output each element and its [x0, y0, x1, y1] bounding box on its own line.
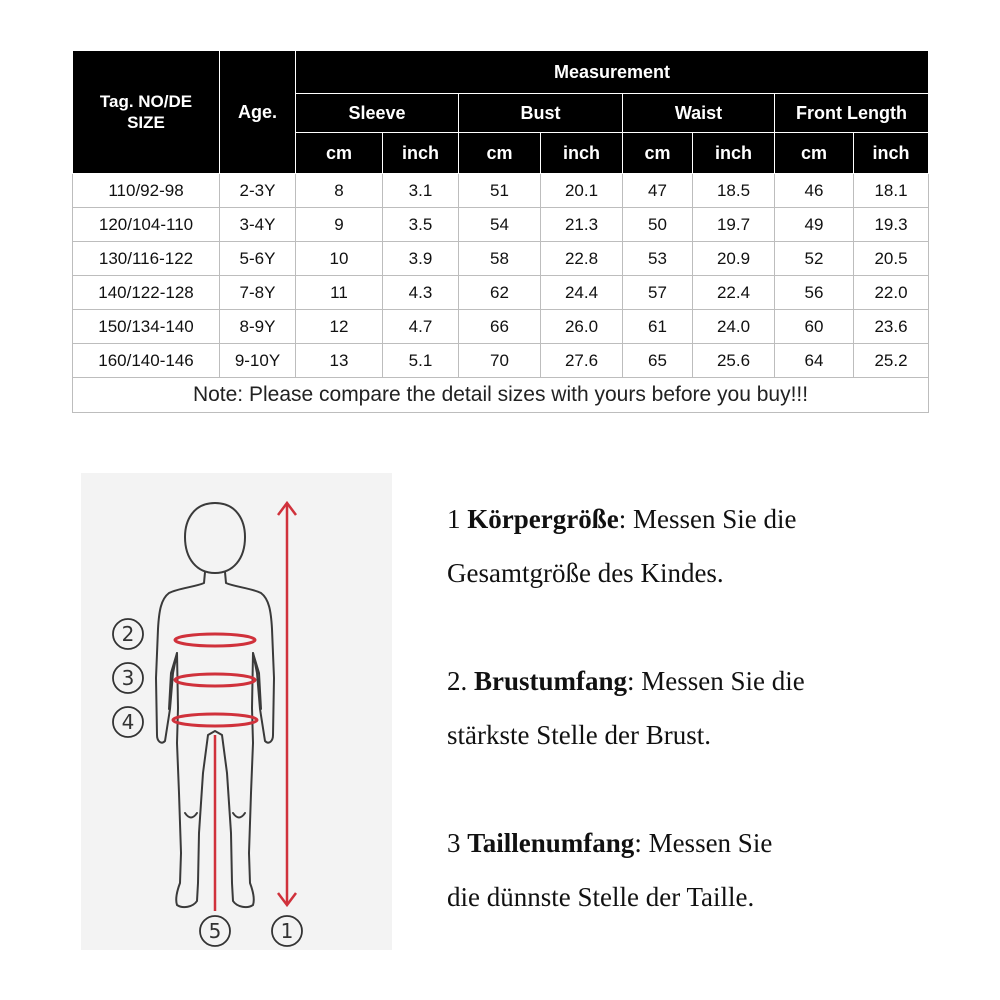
table-row	[73, 344, 929, 378]
value-cell: 23.6	[854, 310, 929, 344]
value-cell: 25.2	[854, 344, 929, 378]
value-cell: 54	[459, 208, 541, 242]
age-header: Age.	[220, 51, 296, 174]
value-cell: 11	[296, 276, 383, 310]
size-chart-table	[72, 50, 929, 413]
value-cell: 47	[623, 174, 693, 208]
chest-measure-line	[175, 634, 255, 646]
value-cell: 24.4	[541, 276, 623, 310]
description-body-height: 1 Körpergröße: Messen Sie die Gesamtgröße des Kindes.	[447, 504, 797, 588]
size-cell: 150/134-140	[73, 310, 220, 344]
knee-right	[233, 813, 245, 818]
unit-header: cm	[459, 133, 541, 174]
value-cell: 22.4	[693, 276, 775, 310]
value-cell: 20.1	[541, 174, 623, 208]
value-cell: 19.7	[693, 208, 775, 242]
value-cell: 58	[459, 242, 541, 276]
term-koerpergroesse: Körpergröße	[467, 504, 619, 534]
table-row	[73, 310, 929, 344]
age-cell: 5-6Y	[220, 242, 296, 276]
value-cell: 3.1	[383, 174, 459, 208]
marker-5-label: 5	[208, 919, 222, 943]
sleeve-header: Sleeve	[296, 94, 459, 133]
bust-header: Bust	[459, 94, 623, 133]
value-cell: 19.3	[854, 208, 929, 242]
size-cell: 130/116-122	[73, 242, 220, 276]
measurement-descriptions	[447, 492, 967, 978]
value-cell: 62	[459, 276, 541, 310]
waist-measure-line	[175, 674, 255, 686]
value-cell: 51	[459, 174, 541, 208]
size-cell: 110/92-98	[73, 174, 220, 208]
age-cell: 9-10Y	[220, 344, 296, 378]
hip-measure-line	[173, 714, 257, 726]
value-cell: 3.5	[383, 208, 459, 242]
knee-left	[185, 813, 197, 818]
value-cell: 4.7	[383, 310, 459, 344]
height-arrow	[278, 503, 296, 905]
value-cell: 50	[623, 208, 693, 242]
value-cell: 4.3	[383, 276, 459, 310]
value-cell: 22.0	[854, 276, 929, 310]
unit-header: cm	[296, 133, 383, 174]
size-cell: 140/122-128	[73, 276, 220, 310]
unit-header: cm	[623, 133, 693, 174]
term-taillenumfang: Taillenumfang	[467, 828, 635, 858]
child-body-diagram	[81, 473, 392, 950]
value-cell: 20.9	[693, 242, 775, 276]
value-cell: 9	[296, 208, 383, 242]
value-cell: 52	[775, 242, 854, 276]
unit-header: inch	[541, 133, 623, 174]
size-table-body	[73, 174, 929, 413]
value-cell: 26.0	[541, 310, 623, 344]
value-cell: 25.6	[693, 344, 775, 378]
value-cell: 49	[775, 208, 854, 242]
value-cell: 8	[296, 174, 383, 208]
value-cell: 57	[623, 276, 693, 310]
value-cell: 18.1	[854, 174, 929, 208]
value-cell: 61	[623, 310, 693, 344]
note-text: Note: Please compare the detail sizes with yours before you buy!!!	[73, 378, 929, 413]
size-cell: 120/104-110	[73, 208, 220, 242]
waist-header: Waist	[623, 94, 775, 133]
tag-size-header: Tag. NO/DE SIZE	[73, 51, 220, 174]
value-cell: 24.0	[693, 310, 775, 344]
value-cell: 12	[296, 310, 383, 344]
head-outline	[185, 503, 245, 573]
value-cell: 64	[775, 344, 854, 378]
unit-header: inch	[693, 133, 775, 174]
value-cell: 65	[623, 344, 693, 378]
measurement-header: Measurement	[296, 51, 929, 94]
description-waist: 3 Taillenumfang: Messen Sie die dünnste Stelle der Taille.	[447, 828, 773, 912]
marker-2-label: 2	[121, 622, 135, 646]
age-cell: 7-8Y	[220, 276, 296, 310]
value-cell: 18.5	[693, 174, 775, 208]
unit-header: inch	[383, 133, 459, 174]
marker-3-label: 3	[121, 666, 135, 690]
value-cell: 21.3	[541, 208, 623, 242]
table-row	[73, 276, 929, 310]
description-chest: 2. Brustumfang: Messen Sie die stärkste Stelle der Brust.	[447, 666, 805, 750]
value-cell: 66	[459, 310, 541, 344]
value-cell: 20.5	[854, 242, 929, 276]
value-cell: 3.9	[383, 242, 459, 276]
age-cell: 8-9Y	[220, 310, 296, 344]
measurement-figure	[81, 473, 392, 950]
age-cell: 2-3Y	[220, 174, 296, 208]
unit-header: inch	[854, 133, 929, 174]
unit-header: cm	[775, 133, 854, 174]
value-cell: 46	[775, 174, 854, 208]
value-cell: 13	[296, 344, 383, 378]
value-cell: 27.6	[541, 344, 623, 378]
term-brustumfang: Brustumfang	[474, 666, 628, 696]
table-row	[73, 208, 929, 242]
value-cell: 56	[775, 276, 854, 310]
value-cell: 22.8	[541, 242, 623, 276]
front-length-header: Front Length	[775, 94, 929, 133]
marker-1-label: 1	[280, 919, 294, 943]
value-cell: 53	[623, 242, 693, 276]
age-cell: 3-4Y	[220, 208, 296, 242]
marker-4-label: 4	[121, 710, 135, 734]
table-row	[73, 174, 929, 208]
table-row	[73, 242, 929, 276]
value-cell: 10	[296, 242, 383, 276]
value-cell: 70	[459, 344, 541, 378]
note-row	[73, 378, 929, 413]
value-cell: 60	[775, 310, 854, 344]
size-cell: 160/140-146	[73, 344, 220, 378]
value-cell: 5.1	[383, 344, 459, 378]
